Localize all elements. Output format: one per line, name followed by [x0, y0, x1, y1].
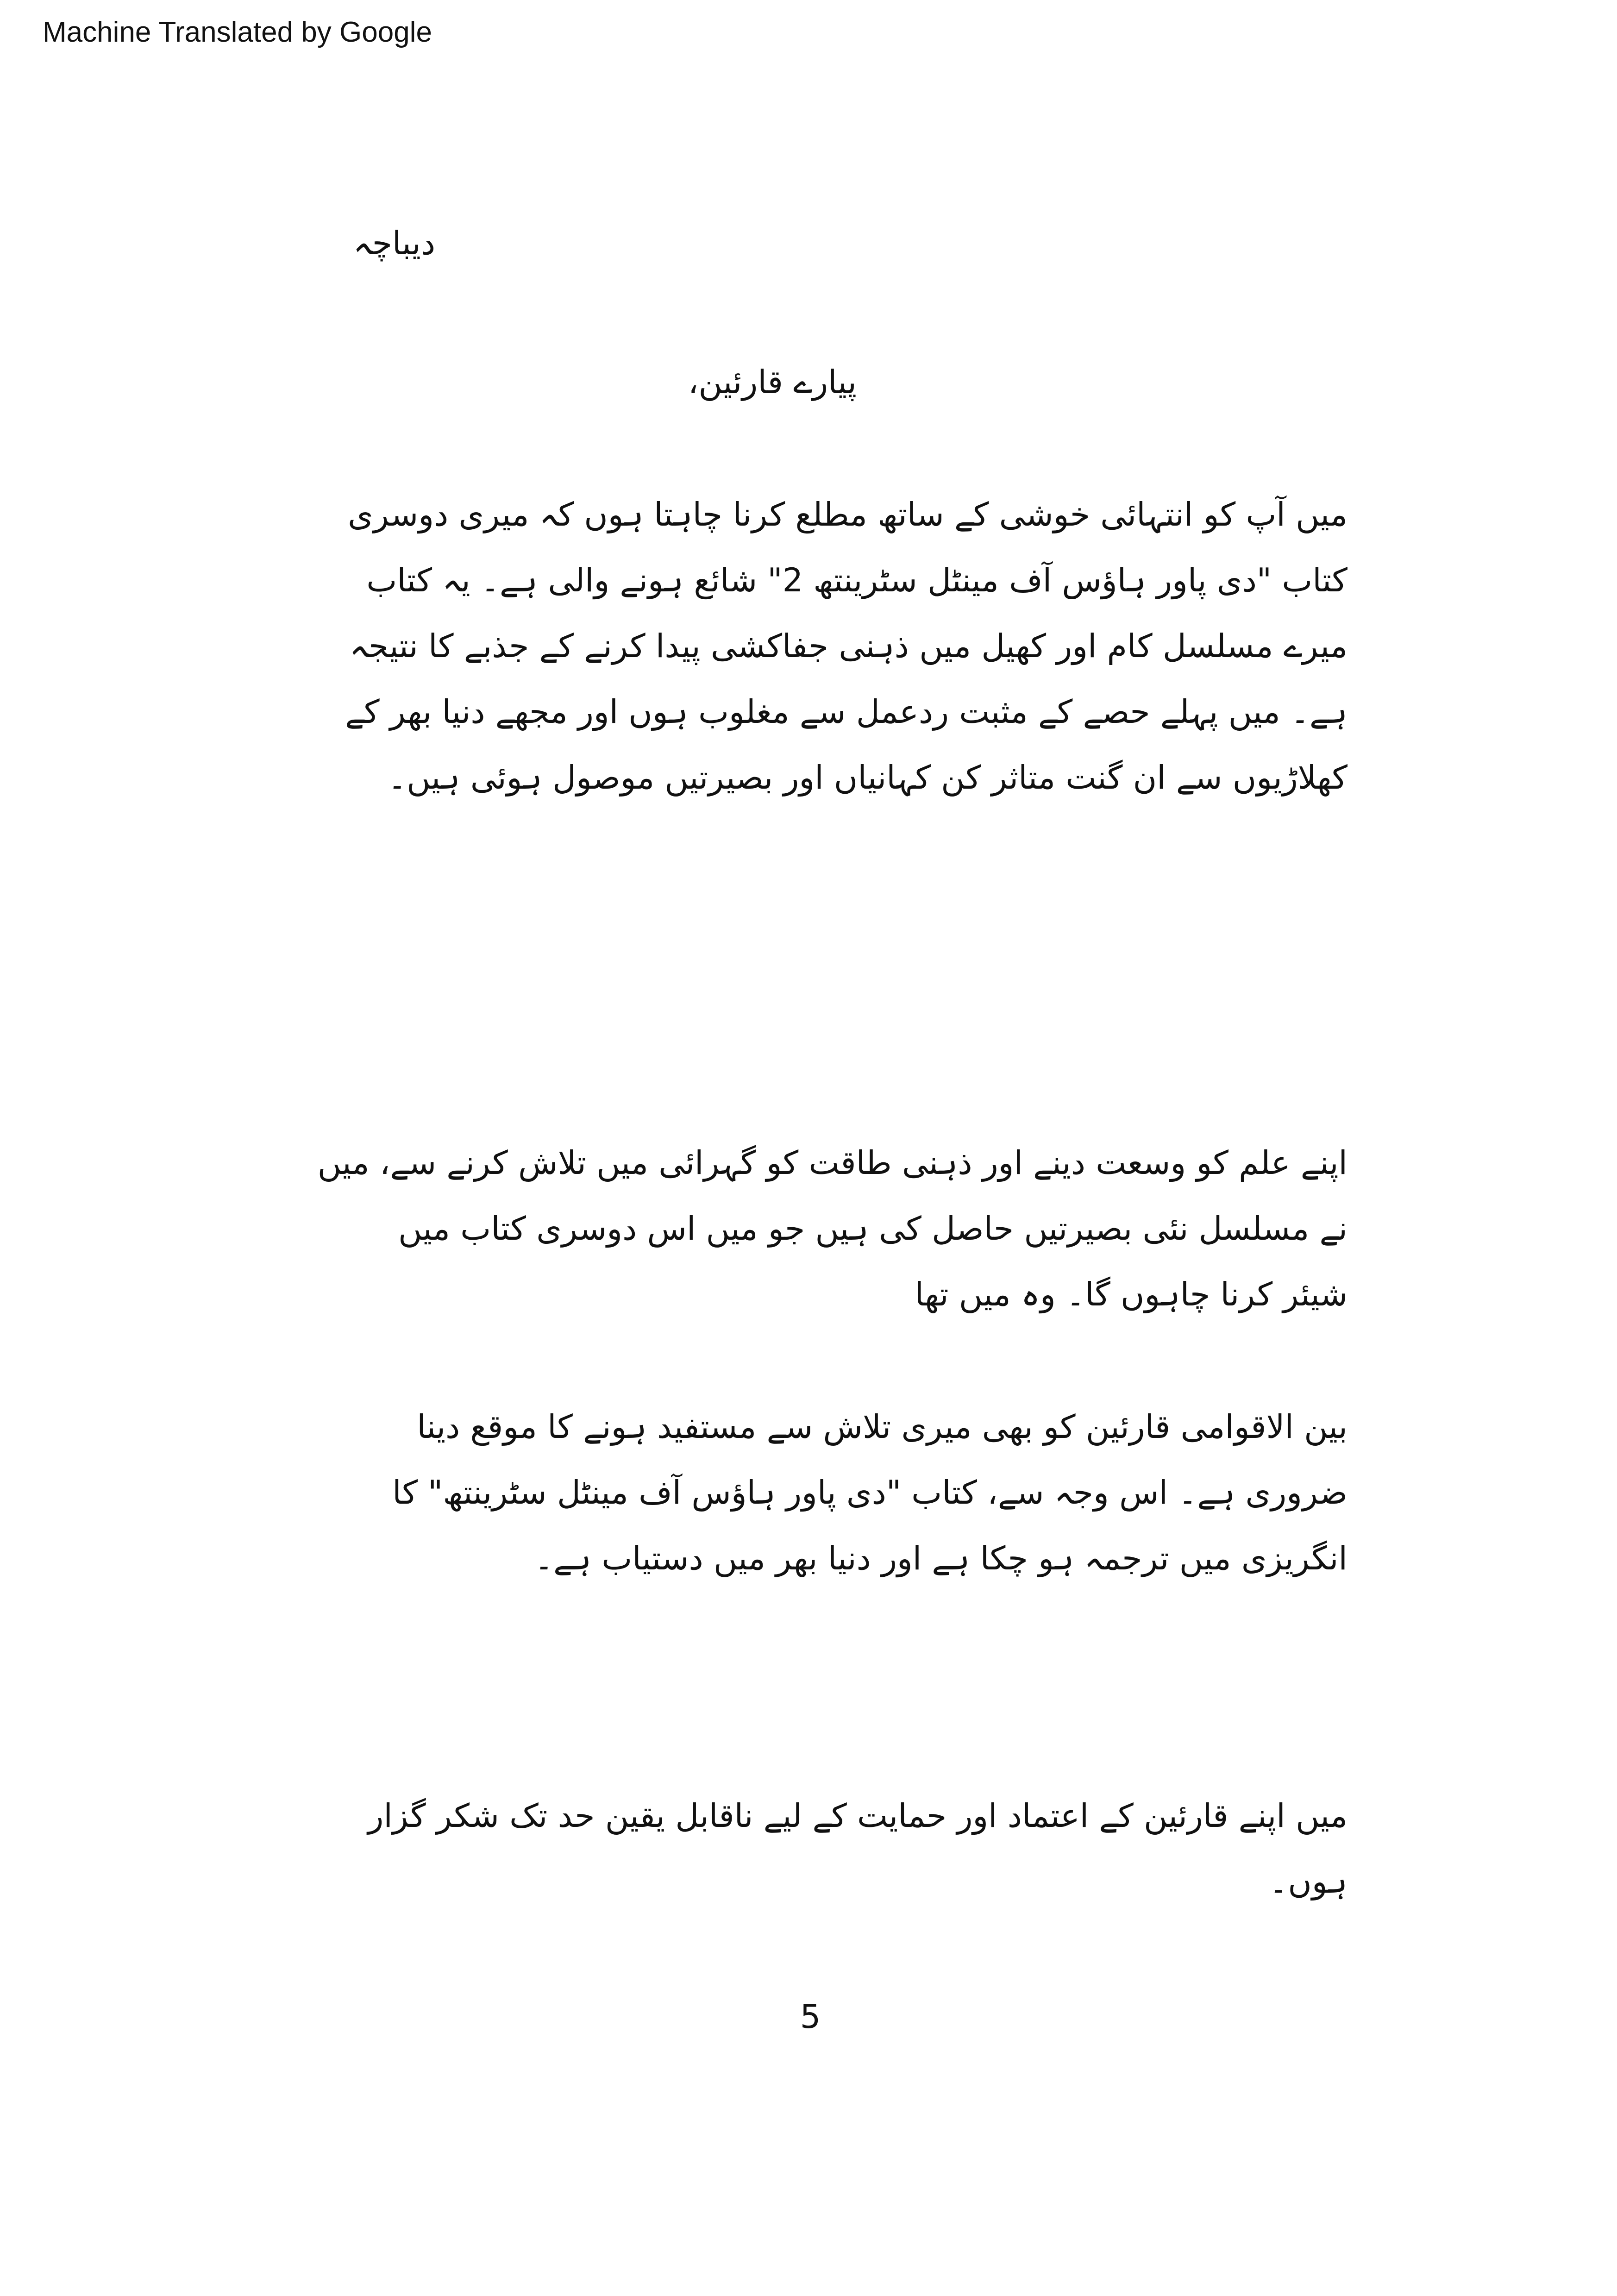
paragraph-4 [278, 1783, 1348, 1914]
paragraph-line: میں اپنے قارئین کے اعتماد اور حمایت کے لیے ناقابل یقین حد تک شکر گزار [368, 1797, 1348, 1835]
machine-translation-banner: Machine Translated by Google [43, 16, 432, 48]
paragraph-line: شیئر کرنا چاہوں گا۔ وہ میں تھا [915, 1275, 1348, 1313]
paragraph-line: ضروری ہے۔ اس وجہ سے، کتاب "دی پاور ہاؤس آف مینٹل سٹرینتھ" کا [392, 1474, 1348, 1512]
paragraph-line: کھلاڑیوں سے ان گنت متاثر کن کہانیاں اور بصیرتیں موصول ہوئی ہیں۔ [388, 759, 1348, 797]
paragraph-3 [278, 1394, 1348, 1591]
paragraph-1 [278, 482, 1348, 810]
paragraph-line: میرے مسلسل کام اور کھیل میں ذہنی جفاکشی پیدا کرنے کے جذبے کا نتیجہ [349, 627, 1348, 665]
paragraph-line: میں آپ کو انتہائی خوشی کے ساتھ مطلع کرنا چاہتا ہوں کہ میری دوسری [348, 496, 1348, 533]
paragraph-line: ہے۔ میں پہلے حصے کے مثبت ردعمل سے مغلوب ہوں اور مجھے دنیا بھر کے [345, 693, 1348, 731]
paragraph-line: کتاب "دی پاور ہاؤس آف مینٹل سٹرینتھ 2" شائع ہونے والی ہے۔ یہ کتاب [366, 561, 1348, 599]
paragraph-line: نے مسلسل نئی بصیرتیں حاصل کی ہیں جو میں اس دوسری کتاب میں [398, 1210, 1348, 1248]
paragraph-line: بین الاقوامی قارئین کو بھی میری تلاش سے مستفید ہونے کا موقع دینا [417, 1408, 1348, 1446]
paragraph-line: ہوں۔ [1269, 1863, 1348, 1901]
paragraph-2 [259, 1130, 1348, 1327]
paragraph-line: اپنے علم کو وسعت دینے اور ذہنی طاقت کو گہرائی میں تلاش کرنے سے، میں [317, 1144, 1348, 1182]
page-number: 5 [800, 1998, 821, 2036]
page-heading: دیباچہ [353, 224, 435, 262]
paragraph-line: انگریزی میں ترجمہ ہو چکا ہے اور دنیا بھر میں دستیاب ہے۔ [534, 1539, 1348, 1577]
salutation: پیارے قارئین، [688, 363, 857, 401]
